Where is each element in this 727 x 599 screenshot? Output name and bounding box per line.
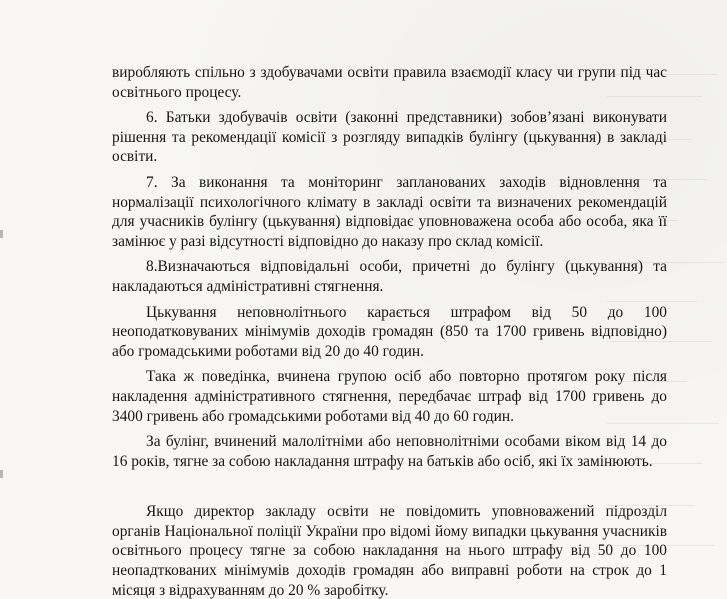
paragraph-fine-director: Якщо директор закладу освіти не повідомить уповноважений підрозділ органів Національної поліції України про відомі йому випадки цькування учасників освітнього процесу тягне за собою накладання на нього штрафу від 50 до 100 неопадткованих мінімумів доходів громадян або виправні роботи на строк до 1 місяця з відрахуванням до 20 % заробітку. [112,503,667,599]
paragraph-rules-continuation: виробляють спільно з здобувачами освіти правила взаємодії класу чи групи під час освітнього процесу. [112,64,667,101]
scan-edge-mark [0,470,3,478]
paragraph-fine-group: Така ж поведінка, вчинена групою осіб або повторно протягом року після накладення адміністративного стягнення, передбачає штраф від 1700 гривень до 3400 гривень або громадськими роботами від 40 до 60 годин. [112,368,667,425]
scan-edge-mark [0,230,3,238]
paragraph-item-8: 8.Визначаються відповідальні особи, причетні до булінгу (цькування) та накладаються адміністративні стягнення. [112,258,667,295]
document-body [112,63,667,599]
paragraph-item-7: 7. За виконання та моніторинг запланованих заходів відновлення та нормалізації психологічного клімату в закладі освіти та визначених рекомендацій для учасників булінгу (цькування) відповідає уповноважена особа або особа, яка її замінює у разі відсутності відповідно до наказу про склад комісії. [112,173,667,250]
paragraph-fine-parents: За булінг, вчинений малолітніми або неповнолітніми особами віком від 14 до 16 років, тягне за собою накладання штрафу на батьків або осіб, які їх замінюють. [112,433,667,470]
paragraph-fine-minor: Цькування неповнолітнього карається штрафом від 50 до 100 неоподатковуваних мінімумів доходів громадян (850 та 1700 гривень відповідно) або громадськими роботами від 20 до 40 годин. [112,303,667,360]
paragraph-item-6: 6. Батьки здобувачів освіти (законні представники) зобов’язані виконувати рішення та рекомендації комісії з розгляду випадків булінгу (цькування) в закладі освіти. [112,109,667,166]
